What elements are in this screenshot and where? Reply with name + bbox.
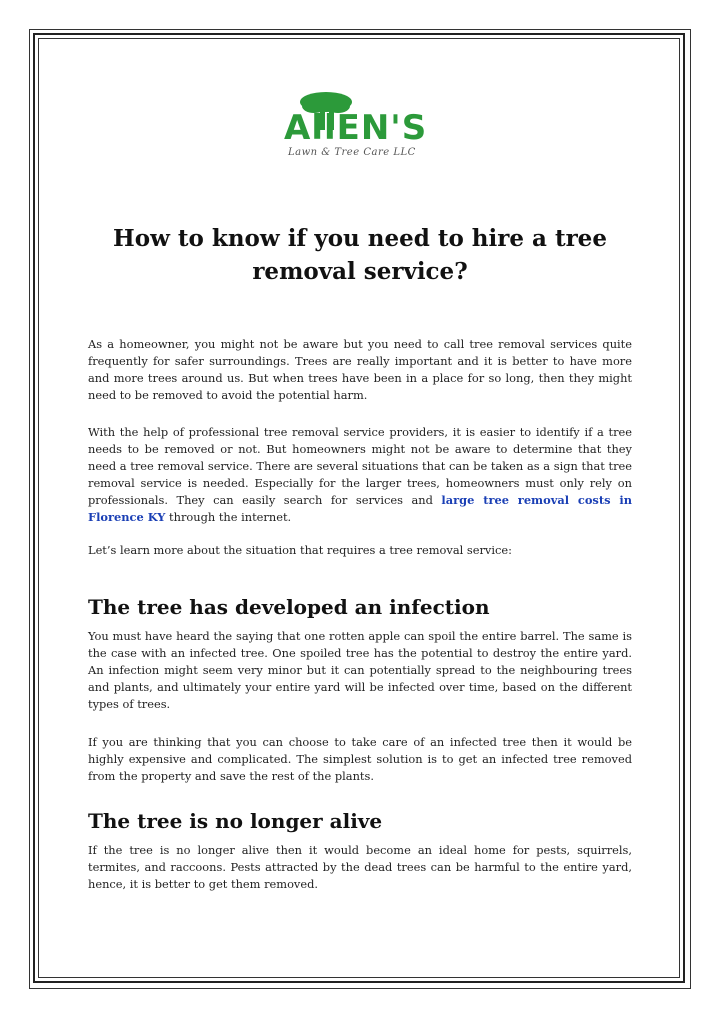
- logo-name: AllEN'S: [284, 108, 428, 148]
- intro-paragraph-2: [88, 424, 632, 526]
- intro-paragraph-2-text: With the help of professional tree removal service providers, it is easier to identify if a tree needs to be removed or not. But homeowners might not be aware to determine that they need a tree removal service. There are several situations that can be taken as a sign that tree removal service is needed. Especially for the larger trees, homeowners must only rely on professionals. They can easily search for services and: [88, 425, 632, 507]
- section-2-heading: The tree is no longer alive: [88, 809, 383, 833]
- section-1-heading: The tree has developed an infection: [88, 595, 490, 619]
- intro-paragraph-1: As a homeowner, you might not be aware but you need to call tree removal services quite frequently for safer surroundings. Trees are really important and it is better to have more and more trees around us. But when trees have been in a place for so long, then they might need to be removed to avoid the potential harm.: [88, 337, 632, 402]
- document-title: How to know if you need to hire a tree removal service?: [113, 225, 607, 285]
- section-1-paragraph-2: If you are thinking that you can choose to take care of an infected tree then it would be highly expensive and complicated. The simplest solution is to get an infected tree removed from the property and save the rest of the plants.: [88, 735, 632, 783]
- section-1-paragraph-1: You must have heard the saying that one rotten apple can spoil the entire barrel. The same is the case with an infected tree. One spoiled tree has the potential to destroy the entire yard. An infection might seem very minor but it can potentially spread to the neighbouring trees and plants, and ultimately your entire yard will be infected over time, based on the different types of trees.: [88, 629, 632, 711]
- company-logo: [284, 90, 444, 170]
- tree-removal-cost-link[interactable]: large tree removal costs in Florence KY: [88, 493, 632, 524]
- intro-paragraph-2-tail: through the internet.: [165, 510, 292, 524]
- logo-tagline: Lawn & Tree Care LLC: [288, 147, 416, 158]
- intro-paragraph-3: Let’s learn more about the situation that requires a tree removal service:: [88, 543, 512, 557]
- section-2-paragraph-1: If the tree is no longer alive then it would become an ideal home for pests, squirrels, termites, and raccoons. Pests attracted by the dead trees can be harmful to the entire yard, hence, it is better to get them removed.: [88, 843, 632, 891]
